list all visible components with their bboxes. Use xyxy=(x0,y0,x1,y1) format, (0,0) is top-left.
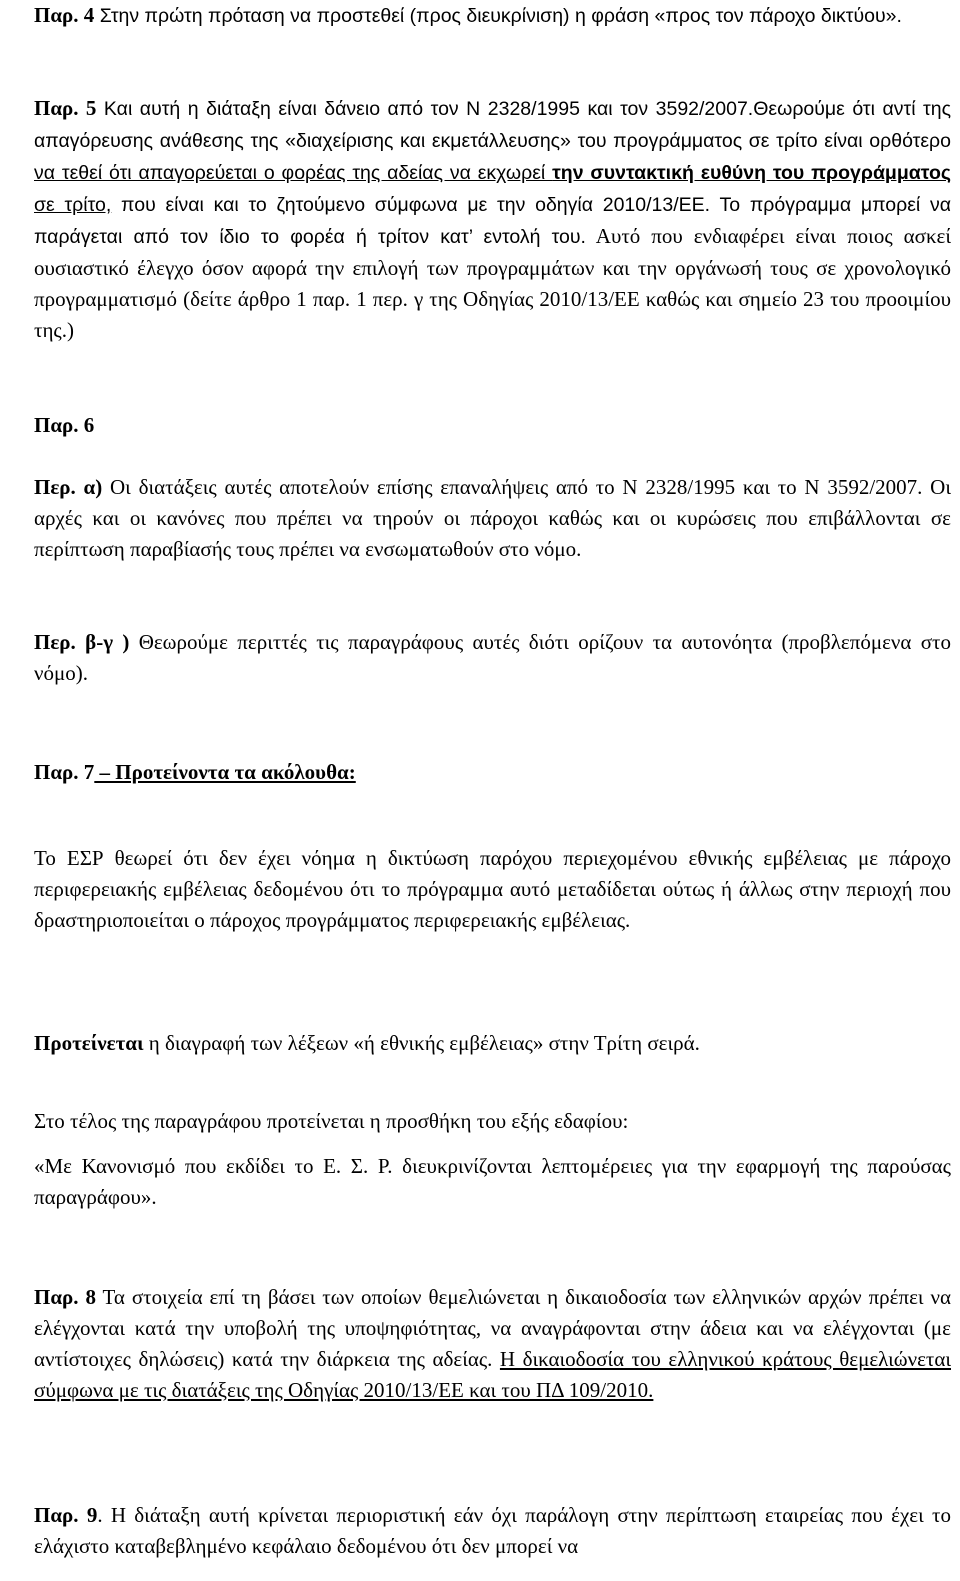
paragraph-6-heading xyxy=(34,410,951,441)
para-6-label: Παρ. 6 xyxy=(34,413,95,437)
para-4-text: Στην πρώτη πρόταση να προστεθεί (προς διευκρίνιση) η φράση «προς τον πάροχο δικτύου». xyxy=(94,5,902,27)
para-4-label: Παρ. 4 xyxy=(34,3,95,27)
para-6-a-text-2: Οι αρχές και οι κανόνες που πρέπει να τηρούν οι πάροχοι καθώς και οι κυρώσεις που επιβάλλονται σε περίπτωση παραβίασής τους πρέπει να ενσωματωθούν στο νόμο. xyxy=(34,475,951,561)
para-6-a-text-1: Οι διατάξεις αυτές αποτελούν επίσης επαναλήψεις από το Ν 2328/1995 και το Ν 3592/2007. xyxy=(102,475,923,499)
para-6-bg-label: Περ. β-γ ) xyxy=(34,630,130,654)
paragraph-7-addition xyxy=(34,1106,951,1137)
para-8-underlined: Η δικαιοδοσία του ελληνικού κράτους θεμελιώνεται σύμφωνα με τις διατάξεις της Οδηγίας 2010/13/ΕΕ και του ΠΔ 109/2010. xyxy=(34,1347,951,1402)
para-7-label: Παρ. 7 xyxy=(34,760,95,784)
para-6-a-label: Περ. α) xyxy=(34,475,103,499)
paragraph-9 xyxy=(34,1500,951,1562)
para-5-underlined-2: σε τρίτο, xyxy=(34,194,112,216)
para-5-text-1: Θεωρούμε ότι αντί της απαγόρευσης ανάθεσης της «διαχείρισης και εκμετάλλευσης» του προγράμματος σε τρίτο είναι ορθότερο xyxy=(34,98,951,152)
paragraph-7-proposal xyxy=(34,1028,951,1059)
paragraph-7-text xyxy=(34,843,951,936)
para-7-heading: – Προτείνοντα τα ακόλουθα: xyxy=(94,760,356,784)
para-7-proposal-label: Προτείνεται xyxy=(34,1031,144,1055)
para-8-label: Παρ. 8 xyxy=(34,1285,96,1309)
paragraph-7-quote xyxy=(34,1151,951,1213)
paragraph-7-heading xyxy=(34,757,951,788)
para-7-text-2: Στο τέλος της παραγράφου προτείνεται η προσθήκη του εξής εδαφίου: xyxy=(34,1109,629,1133)
para-7-quote: «Με Κανονισμό που εκδίδει το Ε. Σ. Ρ. διευκρινίζονται λεπτομέρειες για την εφαρμογή της παρούσας παραγράφου». xyxy=(34,1154,951,1209)
para-9-label: Παρ. 9 xyxy=(34,1503,98,1527)
para-5-intro: Και αυτή η διάταξη είναι δάνειο από τον Ν 2328/1995 και τον 3592/2007. xyxy=(96,98,754,120)
para-7-text-1: Το ΕΣΡ θεωρεί ότι δεν έχει νόημα η δικτύωση παρόχου περιεχομένου εθνικής εμβέλειας με πάροχο περιφερειακής εμβέλειας δεδομένου ότι το πρόγραμμα αυτό μεταδίδεται ούτως ή άλλως στην περιοχή που δραστηριοποιείται ο πάροχος προγράμματος περιφερειακής εμβέλειας. xyxy=(34,846,951,932)
paragraph-6-bg xyxy=(34,627,951,689)
paragraph-5 xyxy=(34,93,951,346)
para-5-bold-underlined: την συντακτική ευθύνη του προγράμματος xyxy=(552,162,951,184)
paragraph-6-a xyxy=(34,472,951,565)
para-5-text-3: Αυτό που ενδιαφέρει είναι ποιος ασκεί ουσιαστικό έλεγχο όσον αφορά την επιλογή των προγραμμάτων και την οργάνωσή τους σε χρονολογικό προγραμματισμό (δείτε άρθρο 1 παρ. 1 περ. γ της Οδηγίας 2010/13/ΕΕ καθώς και σημείο 23 του προοιμίου της.) xyxy=(34,224,951,342)
paragraph-8 xyxy=(34,1282,951,1406)
para-5-text-2: που είναι και το ζητούμενο σύμφωνα με την οδηγία 2010/13/ΕΕ. Το πρόγραμμα μπορεί να παράγεται από τον ίδιο το φορέα ή τρίτον κατ’ εντολή του. xyxy=(34,194,951,248)
para-5-label: Παρ. 5 xyxy=(34,96,97,120)
para-7-proposal-text: η διαγραφή των λέξεων «ή εθνικής εμβέλειας» στην Τρίτη σειρά. xyxy=(143,1031,700,1055)
para-9-text: . Η διάταξη αυτή κρίνεται περιοριστική εάν όχι παράλογη στην περίπτωση εταιρείας που έχει το ελάχιστο καταβεβλημένο κεφάλαιο δεδομένου ότι δεν μπορεί να xyxy=(34,1503,951,1558)
paragraph-4 xyxy=(34,0,951,32)
para-5-underlined-1: να τεθεί ότι απαγορεύεται ο φορέας της αδείας να εκχωρεί xyxy=(34,162,553,184)
para-8-text: Τα στοιχεία επί τη βάσει των οποίων θεμελιώνεται η δικαιοδοσία των ελληνικών αρχών πρέπει να ελέγχονται κατά την υποβολή της υποψηφιότητας, να αναγράφονται στην άδεια και να ελέγχονται (με αντίστοιχες δηλώσεις) κατά την διάρκεια της αδείας. xyxy=(34,1285,951,1371)
para-6-bg-text: Θεωρούμε περιττές τις παραγράφους αυτές διότι ορίζουν τα αυτονόητα (προβλεπόμενα στο νόμο). xyxy=(34,630,951,685)
